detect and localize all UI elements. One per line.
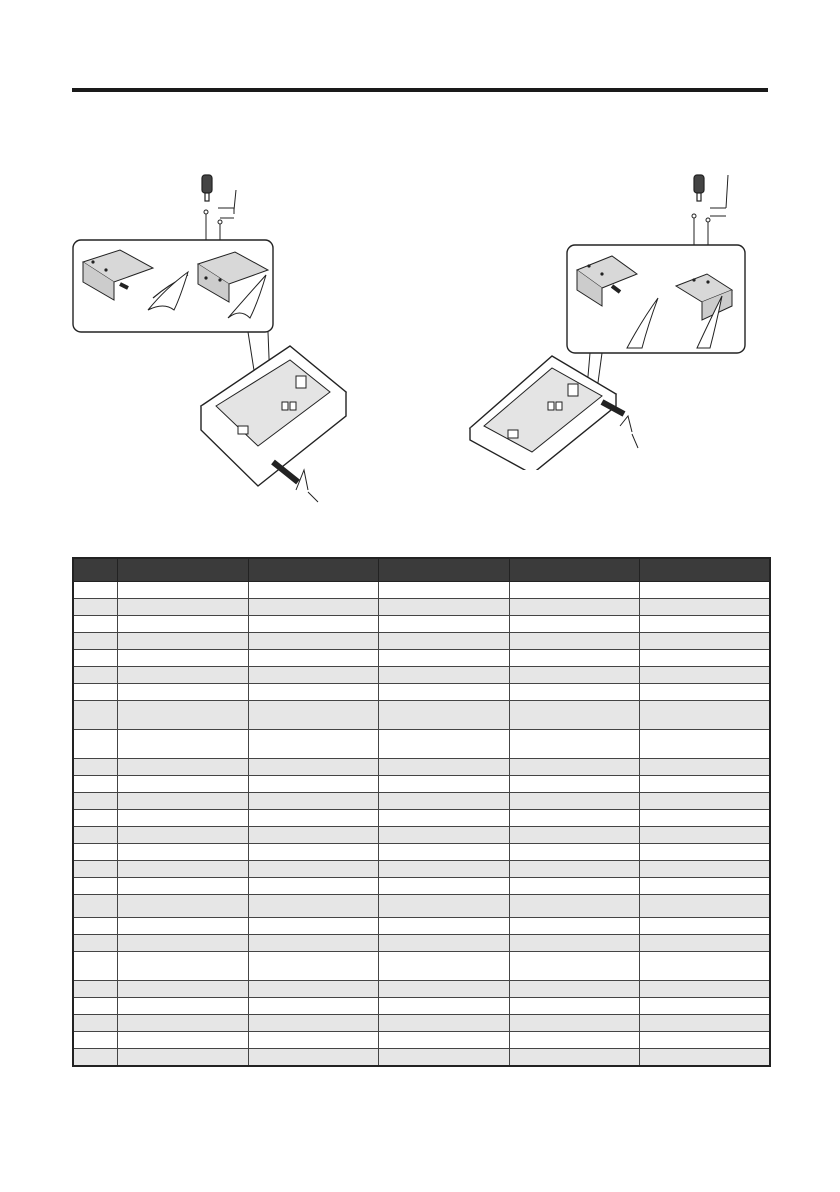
table-cell [378,981,509,998]
table-cell [509,878,639,895]
table-row [73,759,770,776]
table-cell [639,776,770,793]
tv-back-illustration [470,356,616,470]
table-cell [117,667,248,684]
table-cell [117,616,248,633]
table-cell [509,616,639,633]
table-cell [248,998,378,1015]
table-cell [639,793,770,810]
table-cell [117,1032,248,1049]
table-row [73,616,770,633]
table-cell [248,599,378,616]
table-cell [248,776,378,793]
table-cell [639,935,770,952]
section-title-rule [72,88,768,92]
table-cell [639,684,770,701]
table-cell [248,759,378,776]
table-cell [378,633,509,650]
table-cell [73,935,117,952]
table-row [73,667,770,684]
table-cell [509,918,639,935]
table-cell [509,633,639,650]
table-cell [248,952,378,981]
table-cell [117,878,248,895]
table-cell [378,998,509,1015]
table-row [73,878,770,895]
table-header-cell [117,558,248,582]
table-cell [378,1049,509,1067]
table-cell [73,998,117,1015]
table-cell [639,701,770,730]
table-cell [73,810,117,827]
table-cell [248,667,378,684]
table-cell [117,895,248,918]
table-row [73,730,770,759]
table-cell [117,1015,248,1032]
table-cell [639,667,770,684]
table-cell [639,759,770,776]
table-cell [248,1032,378,1049]
table-cell [378,667,509,684]
stand-assembly-figure-right [452,170,752,470]
table-cell [378,844,509,861]
table-cell [248,981,378,998]
table-cell [248,650,378,667]
table-cell [73,895,117,918]
table-cell [73,918,117,935]
table-cell [639,895,770,918]
table-cell [509,844,639,861]
table-row [73,793,770,810]
table-cell [509,684,639,701]
table-cell [117,599,248,616]
table-cell [248,827,378,844]
table-cell [378,776,509,793]
table-row [73,599,770,616]
table-cell [117,935,248,952]
table-row [73,1032,770,1049]
table-cell [117,650,248,667]
table-cell [378,730,509,759]
table-cell [73,684,117,701]
table-cell [73,878,117,895]
table-cell [73,793,117,810]
table-cell [73,981,117,998]
table-row [73,952,770,981]
table-cell [639,582,770,599]
table-cell [639,650,770,667]
table-cell [117,684,248,701]
table-cell [248,633,378,650]
table-cell [117,952,248,981]
table-header-cell [639,558,770,582]
table-cell [248,861,378,878]
table-row [73,1015,770,1032]
table-cell [509,952,639,981]
table-cell [378,827,509,844]
table-header-cell [73,558,117,582]
table-cell [509,701,639,730]
table-cell [639,599,770,616]
table-cell [509,895,639,918]
table-cell [117,633,248,650]
detail-callout-box [73,240,273,332]
table-cell [248,1049,378,1067]
table-cell [117,844,248,861]
table-cell [509,998,639,1015]
table-cell [509,861,639,878]
table-row [73,1049,770,1067]
table-cell [378,582,509,599]
table-cell [378,935,509,952]
table-cell [248,616,378,633]
table-cell [73,730,117,759]
table-cell [73,667,117,684]
table-cell [509,650,639,667]
table-cell [378,878,509,895]
table-cell [378,952,509,981]
table-cell [509,1015,639,1032]
table-cell [639,998,770,1015]
table-header-cell [378,558,509,582]
table-row [73,998,770,1015]
table-row [73,633,770,650]
table-cell [73,650,117,667]
table-cell [509,582,639,599]
table-row [73,701,770,730]
table-cell [639,1049,770,1067]
table-row [73,650,770,667]
table-cell [378,684,509,701]
table-cell [73,582,117,599]
table-cell [73,1032,117,1049]
table-cell [248,918,378,935]
table-body [73,582,770,1067]
table-row [73,776,770,793]
table-cell [73,759,117,776]
table-cell [117,918,248,935]
table-cell [639,861,770,878]
table-cell [509,793,639,810]
table-cell [378,895,509,918]
table-cell [248,810,378,827]
table-cell [378,1015,509,1032]
table-cell [509,759,639,776]
table-cell [248,684,378,701]
table-cell [509,776,639,793]
detail-callout-box [567,245,745,353]
screwdriver-icon [202,175,212,201]
table-cell [639,827,770,844]
table-cell [73,827,117,844]
table-cell [117,759,248,776]
table-cell [639,918,770,935]
table-header-row [73,558,770,582]
table-header-cell [509,558,639,582]
table-row [73,935,770,952]
table-row [73,895,770,918]
table-cell [73,701,117,730]
table-cell [117,861,248,878]
table-cell [639,633,770,650]
table-row [73,684,770,701]
table-cell [117,1049,248,1067]
table-cell [639,810,770,827]
table-cell [509,1032,639,1049]
table-row [73,810,770,827]
table-cell [639,1032,770,1049]
table-cell [117,981,248,998]
table-cell [639,981,770,998]
table-row [73,861,770,878]
table-cell [73,1015,117,1032]
table-cell [378,918,509,935]
table-cell [639,844,770,861]
table-cell [73,616,117,633]
specifications-table [72,557,771,1067]
table-cell [509,935,639,952]
table-cell [639,878,770,895]
table-cell [248,793,378,810]
table-header-cell [248,558,378,582]
table-cell [73,599,117,616]
table-cell [378,759,509,776]
table-cell [378,701,509,730]
table-cell [73,633,117,650]
screwdriver-icon [694,175,704,201]
table-cell [117,827,248,844]
stand-assembly-figure-left [68,170,388,515]
table-cell [639,952,770,981]
table-cell [378,793,509,810]
table-row [73,918,770,935]
table-cell [117,810,248,827]
table-cell [509,1049,639,1067]
table-cell [117,582,248,599]
table-cell [509,827,639,844]
table-cell [509,981,639,998]
table-cell [73,844,117,861]
table-cell [248,582,378,599]
table-cell [639,730,770,759]
table-cell [248,935,378,952]
table-cell [509,730,639,759]
table-cell [378,810,509,827]
table-row [73,827,770,844]
table-cell [509,599,639,616]
table-cell [117,730,248,759]
table-cell [73,952,117,981]
table-cell [117,701,248,730]
table-cell [73,1049,117,1067]
table-cell [73,776,117,793]
table-cell [378,861,509,878]
table-row [73,844,770,861]
table-cell [248,730,378,759]
table-cell [639,616,770,633]
table-cell [117,776,248,793]
table-cell [378,1032,509,1049]
table-cell [248,1015,378,1032]
table-row [73,582,770,599]
table-cell [117,998,248,1015]
table-cell [248,701,378,730]
table-cell [378,599,509,616]
table-cell [639,1015,770,1032]
table-cell [378,650,509,667]
table-cell [509,667,639,684]
table-cell [378,616,509,633]
table-cell [248,878,378,895]
table-cell [117,793,248,810]
table-cell [248,895,378,918]
table-cell [248,844,378,861]
table-row [73,981,770,998]
table-cell [509,810,639,827]
table-cell [73,861,117,878]
